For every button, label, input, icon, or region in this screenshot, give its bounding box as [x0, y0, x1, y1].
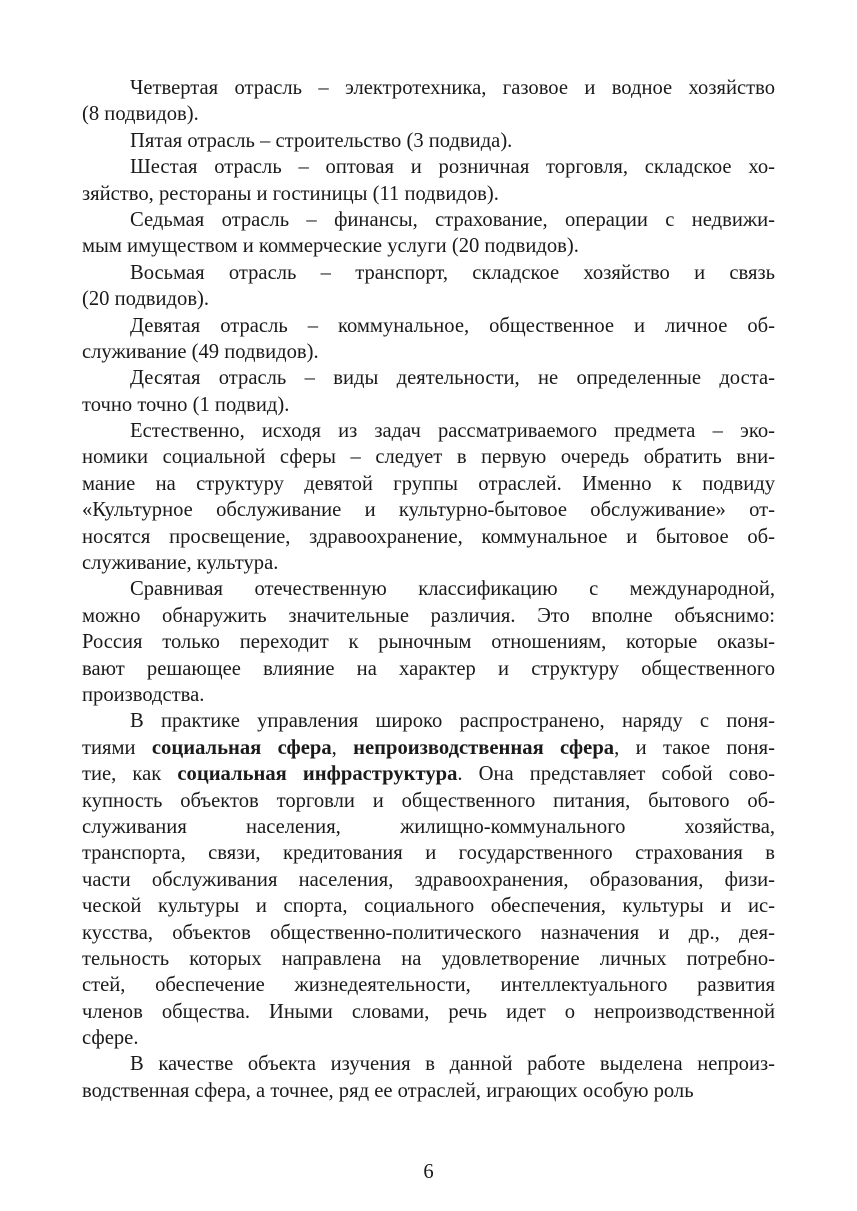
text-line: Шестая отрасль – оптовая и розничная торговля, складское хо-	[130, 156, 775, 179]
text-line: членов общества. Иными словами, речь идет о непроизводственной	[82, 1000, 775, 1023]
text-line: В практике управления широко распространено, наряду с поня-	[130, 710, 775, 733]
text-line: сфере.	[82, 1027, 139, 1050]
text-line: носятся просвещение, здравоохранение, коммунальное и бытовое об-	[82, 525, 775, 548]
paragraph	[82, 365, 775, 418]
text-line: номики социальной сферы – следует в первую очередь обратить вни-	[82, 446, 775, 469]
text-line: вают решающее влияние на характер и структуру общественного	[82, 657, 775, 680]
text-line: Пятая отрасль – строительство (3 подвида).	[130, 129, 513, 152]
text-line: мание на структуру девятой группы отраслей. Именно к подвиду	[82, 472, 775, 495]
text-line: (8 подвидов).	[82, 103, 199, 126]
paragraph	[82, 128, 775, 154]
text-line: (20 подвидов).	[82, 288, 210, 311]
text-line: служивания населения, жилищно-коммунального хозяйства,	[82, 815, 775, 838]
paragraph	[82, 207, 775, 260]
text-line: мым имуществом и коммерческие услуги (20 подвидов).	[82, 235, 579, 258]
text-line: производства.	[82, 683, 205, 706]
bold-term: непроизводственная сфера	[353, 736, 615, 759]
text-line: транспорта, связи, кредитования и государственного страхования в	[82, 842, 775, 865]
text-line: Естественно, исходя из задач рассматриваемого предмета – эко-	[130, 420, 775, 443]
text-line: служивание, культура.	[82, 552, 279, 575]
text-line: Сравнивая отечественную классификацию с международной,	[130, 578, 775, 601]
page-number: 6	[423, 1161, 434, 1183]
text-line: Восьмая отрасль – транспорт, складское хозяйство и связь	[130, 261, 775, 284]
text-line: водственная сфера, а точнее, ряд ее отраслей, играющих особую роль	[82, 1079, 694, 1102]
bold-term: социальная инфраструктура	[177, 763, 458, 786]
text-line: «Культурное обслуживание и культурно-бытовое обслуживание» от-	[82, 499, 775, 522]
text-line: ческой культуры и спорта, социального обеспечения, культуры и ис-	[82, 895, 775, 918]
text-line: кусства, объектов общественно-политического назначения и др., дея-	[82, 921, 775, 944]
document-body	[82, 75, 775, 1104]
paragraph	[82, 313, 775, 366]
paragraph	[82, 154, 775, 207]
text-line: Седьмая отрасль – финансы, страхование, операции с недвижи-	[130, 208, 775, 231]
paragraph	[82, 576, 775, 708]
paragraph	[82, 260, 775, 313]
text-line: части обслуживания населения, здравоохранения, образования, физи-	[82, 868, 775, 891]
text-line: можно обнаружить значительные различия. Это вполне объяснимо:	[82, 604, 775, 627]
paragraph	[82, 418, 775, 576]
text-line: Четвертая отрасль – электротехника, газовое и водное хозяйство	[130, 77, 775, 99]
paragraph	[82, 708, 775, 1051]
paragraph	[82, 1051, 775, 1104]
text-line: В качестве объекта изучения в данной работе выделена непроиз-	[130, 1053, 775, 1076]
bold-term: социальная сфера	[151, 736, 332, 759]
text-line: точно точно (1 подвид).	[82, 393, 290, 416]
text-line: служивание (49 подвидов).	[82, 340, 319, 363]
text-line: Девятая отрасль – коммунальное, общественное и личное об-	[130, 314, 775, 337]
text-line: стей, обеспечение жизнедеятельности, интеллектуального развития	[82, 974, 775, 997]
paragraph	[82, 75, 775, 128]
text-line: купность объектов торговли и общественного питания, бытового об-	[82, 789, 775, 812]
text-line: Россия только переходит к рыночным отношениям, которые оказы-	[82, 631, 775, 654]
text-line: зяйство, рестораны и гостиницы (11 подвидов).	[82, 182, 499, 205]
text-line: тиями социальная сфера, непроизводственная сфера, и такое поня-	[82, 736, 775, 759]
text-line: тие, как социальная инфраструктура. Она представляет собой сово-	[82, 763, 775, 786]
text-line: Десятая отрасль – виды деятельности, не определенные доста-	[130, 367, 775, 390]
text-line: тельность которых направлена на удовлетворение личных потребно-	[82, 947, 775, 970]
